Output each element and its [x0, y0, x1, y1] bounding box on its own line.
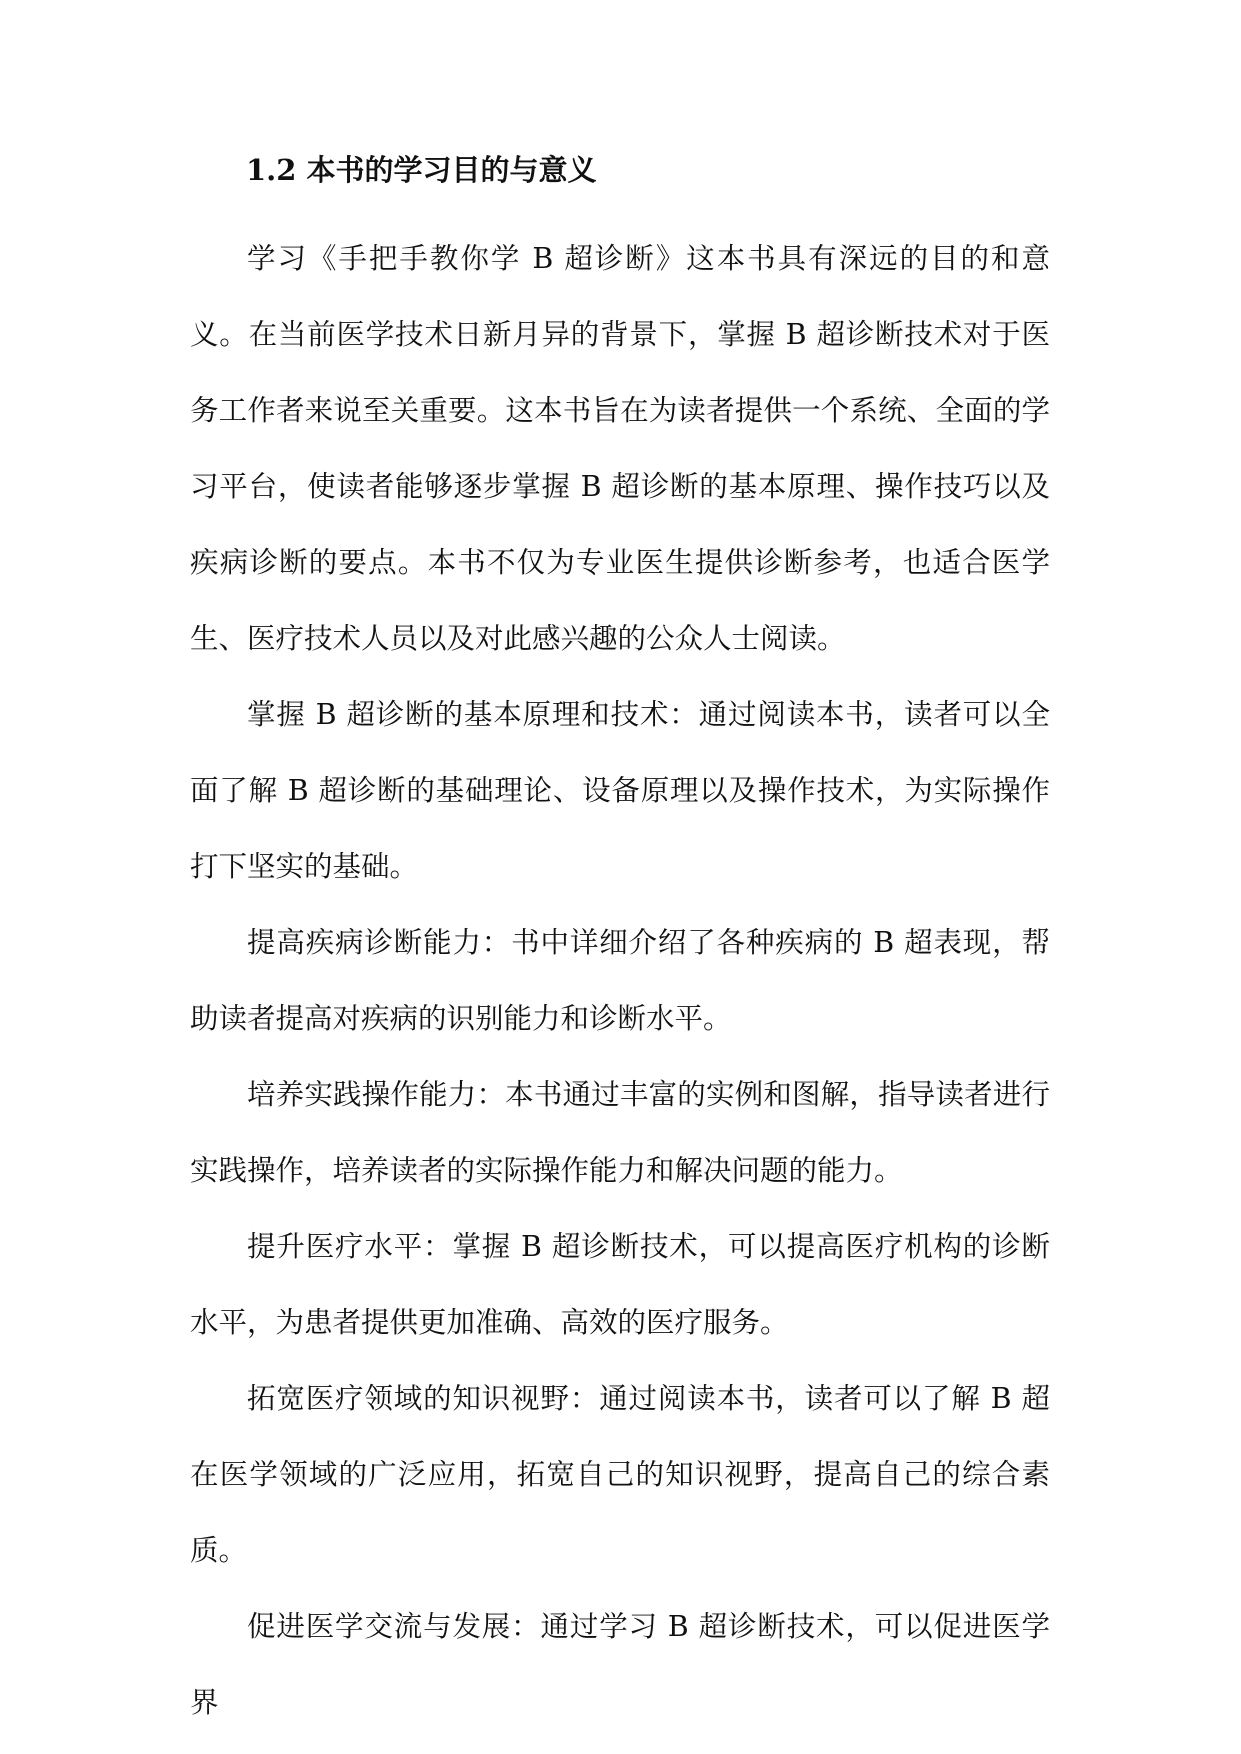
paragraph-practice: 培养实践操作能力：本书通过丰富的实例和图解，指导读者进行实践操作，培养读者的实际操作能力和解决问题的能力。 [190, 1078, 1050, 1187]
paragraph-diagnosis-ability: 提高疾病诊断能力：书中详细介绍了各种疾病的 B 超表现，帮助读者提高对疾病的识别能力和诊断水平。 [190, 926, 1050, 1035]
body-text [190, 221, 1050, 1741]
paragraph-exchange: 促进医学交流与发展：通过学习 B 超诊断技术，可以促进医学界 [190, 1610, 1050, 1719]
paragraph-medical-level: 提升医疗水平：掌握 B 超诊断技术，可以提高医疗机构的诊断水平，为患者提供更加准确、高效的医疗服务。 [190, 1230, 1050, 1339]
section-heading: 1.2 本书的学习目的与意义 [246, 153, 597, 187]
paragraph-intro: 学习《手把手教你学 B 超诊断》这本书具有深远的目的和意义。在当前医学技术日新月异的背景下，掌握 B 超诊断技术对于医务工作者来说至关重要。这本书旨在为读者提供一个系统、全面的学习平台，使读者能够逐步掌握 B 超诊断的基本原理、操作技巧以及疾病诊断的要点。本书不仅为专业医生提供诊断参考，也适合医学生、医疗技术人员以及对此感兴趣的公众人士阅读。 [190, 242, 1050, 655]
paragraph-principles: 掌握 B 超诊断的基本原理和技术：通过阅读本书，读者可以全面了解 B 超诊断的基础理论、设备原理以及操作技术，为实际操作打下坚实的基础。 [190, 698, 1050, 883]
paragraph-knowledge: 拓宽医疗领域的知识视野：通过阅读本书，读者可以了解 B 超在医学领域的广泛应用，拓宽自己的知识视野，提高自己的综合素质。 [190, 1382, 1050, 1567]
